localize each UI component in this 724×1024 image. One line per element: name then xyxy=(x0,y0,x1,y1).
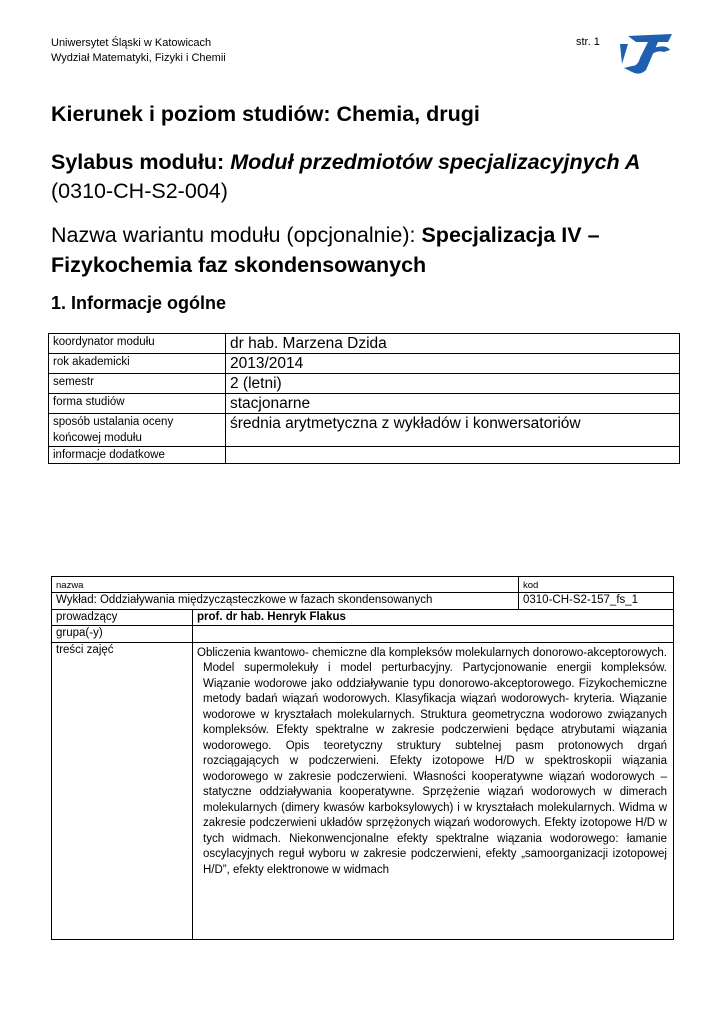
course-content: Obliczenia kwantowo- chemiczne dla kompleksów molekularnych donorowo-akceptorowych. Model supermolekuły i model perturbacyjny. Partycjonowanie energii kompleksów. Wiązanie wodorowe jako oddziaływanie typu donorowo-akceptorowego. Fizykochemiczne metody badań wiązań wodorowych. Klasyfikacja wiązań wodorowych- kryteria. Wiązanie wodorowe w kryształach molekularnych. Struktura geometryczna wodorowo związanych kompleksów. Efekty spektralne w zakresie podczerwieni będące atrybutami wiązania wodorowego. Opis teoretyczny struktury subtelnej pasm protonowych drgań rozciągających w podczerwieni. Efekty izotopowe H/D w spektroskopii wiązania wodorowego w zakresie podczerwieni. Własności kooperatywne wiązań wodorowych – statyczne oddziaływania kooperatywne. Sprzężenie wiązań wodorowych w dimerach molekularnych (dimery kwasów karboksylowych) i w kryształach molekularnych. Widma w zakresie podczerwieni układów sprzężonych wiązań wodorowych. Efekty izotopowe H/D w tych widmach. Niekonwencjonalne efekty spektralne wiązania wodorowego: łamanie oscylacyjnych reguł wyboru w zakresie podczerwieni, efekty „samoorganizacji izotopowej H/D”, efekty elektronowe w widmach xyxy=(197,646,667,876)
table-row xyxy=(52,626,674,643)
table-row xyxy=(52,609,674,626)
info-key: forma studiów xyxy=(49,394,226,414)
faculty-name: Wydział Matematyki, Fizyki i Chemii xyxy=(51,52,226,64)
group-value xyxy=(193,626,674,643)
info-value xyxy=(226,447,680,464)
page-number: str. 1 xyxy=(576,36,600,48)
field-of-study-heading: Kierunek i poziom studiów: Chemia, drugi xyxy=(51,102,480,126)
table-row xyxy=(52,593,674,610)
info-value: stacjonarne xyxy=(226,394,680,414)
table-row xyxy=(49,374,680,394)
table-row xyxy=(49,394,680,414)
syllabus-module-name: Moduł przedmiotów specjalizacyjnych A xyxy=(230,150,641,174)
university-name: Uniwersytet Śląski w Katowicach xyxy=(51,37,212,49)
section-heading: 1. Informacje ogólne xyxy=(51,293,227,313)
info-key: sposób ustalania oceny końcowej modułu xyxy=(49,414,226,447)
info-value: 2 (letni) xyxy=(226,374,680,394)
group-label: grupa(-y) xyxy=(52,626,193,643)
info-key: koordynator modułu xyxy=(49,334,226,354)
lecturer-label: prowadzący xyxy=(52,609,193,626)
syllabus-prefix: Sylabus modułu: xyxy=(51,150,231,174)
table-row xyxy=(52,642,674,939)
content-label: treści zajęć xyxy=(52,642,193,939)
syllabus-code: (0310-CH-S2-004) xyxy=(51,179,228,203)
lecturer-name: prof. dr hab. Henryk Flakus xyxy=(193,609,674,626)
variant-prefix: Nazwa wariantu modułu (opcjonalnie): xyxy=(51,223,422,247)
info-key: informacje dodatkowe xyxy=(49,447,226,464)
table-row xyxy=(49,447,680,464)
variant-title xyxy=(51,220,651,280)
info-key: semestr xyxy=(49,374,226,394)
document-header xyxy=(51,36,226,66)
syllabus-title xyxy=(51,148,640,206)
variant-name: Specjalizacja IV – Fizykochemia faz skondensowanych xyxy=(51,223,600,277)
table-row xyxy=(52,577,674,593)
code-label: kod xyxy=(519,577,674,593)
info-value: 2013/2014 xyxy=(226,354,680,374)
table-row xyxy=(49,354,680,374)
general-info-table xyxy=(48,333,680,464)
course-table xyxy=(51,576,674,940)
name-label: nazwa xyxy=(52,577,519,593)
course-code: 0310-CH-S2-157_fs_1 xyxy=(519,593,674,610)
content-cell xyxy=(193,642,674,939)
table-row xyxy=(49,414,680,447)
info-value: dr hab. Marzena Dzida xyxy=(226,334,680,354)
info-value: średnia arytmetyczna z wykładów i konwersatoriów xyxy=(226,414,680,447)
info-key: rok akademicki xyxy=(49,354,226,374)
course-name: Wykład: Oddziaływania międzycząsteczkowe w fazach skondensowanych xyxy=(52,593,519,610)
university-logo-icon xyxy=(618,30,674,76)
table-row xyxy=(49,334,680,354)
